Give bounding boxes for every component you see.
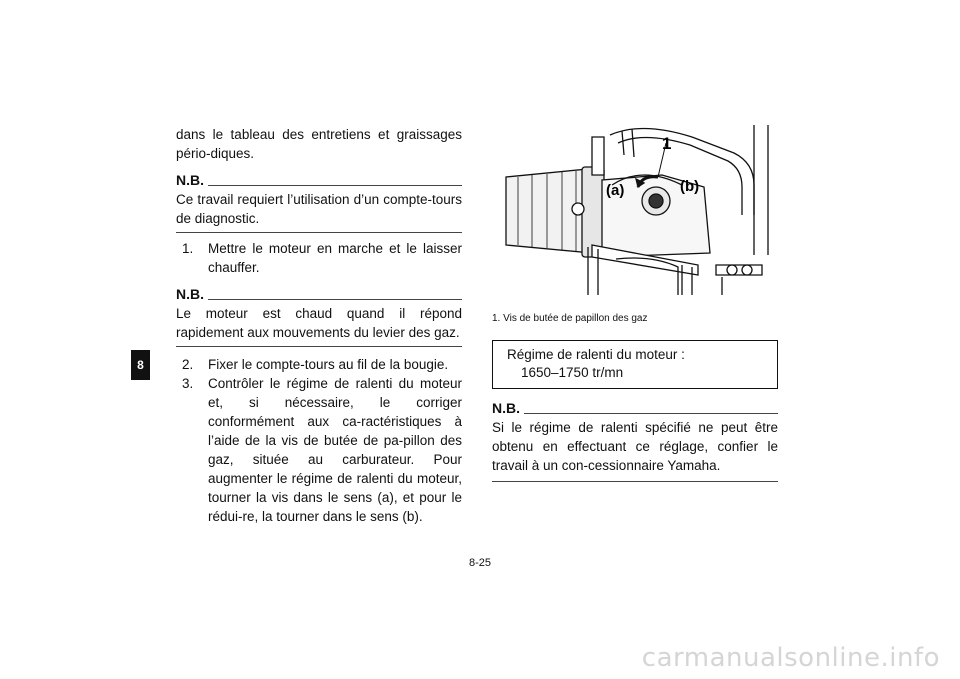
note-1-text: Ce travail requiert l’utilisation d’un compte-tours de diagnostic. (176, 190, 462, 233)
note-2-header (176, 285, 462, 304)
note-3-header (492, 399, 778, 418)
callout-number: 1 (662, 134, 672, 153)
intro-text: dans le tableau des entretiens et graissages pério-diques. (176, 127, 462, 161)
note-3-text: Si le régime de ralenti spécifié ne peut être obtenu en effectuant ce réglage, confier le travail à un con-cessionnaire Yamaha. (492, 418, 778, 482)
note-2-text: Le moteur est chaud quand il répond rapidement aux mouvements du levier des gaz. (176, 304, 462, 347)
note-1-header (176, 171, 462, 190)
note-2-rule (208, 299, 462, 300)
note-2 (176, 285, 462, 347)
steps-list-1 (176, 239, 462, 277)
note-2-label: N.B. (176, 286, 204, 302)
spec-box (492, 340, 778, 389)
left-column (176, 125, 462, 526)
note-3-label: N.B. (492, 400, 520, 416)
step-2-number: 2. (182, 357, 194, 372)
right-column (492, 125, 778, 482)
step-3-number: 3. (182, 376, 194, 391)
step-3 (176, 374, 462, 526)
section-tab (131, 350, 150, 380)
spec-label: Régime de ralenti du moteur : (507, 347, 685, 362)
label-b: (b) (680, 178, 700, 195)
note-1 (176, 171, 462, 233)
step-2 (176, 355, 462, 374)
step-1 (176, 239, 462, 277)
note-1-rule (208, 185, 462, 186)
carburetor-drawing (492, 125, 776, 295)
note-3 (492, 399, 778, 482)
page-number: 8-25 (468, 557, 492, 569)
section-tab-label: 8 (137, 358, 144, 372)
watermark: carmanualsonline.info (641, 643, 940, 673)
step-3-text: Contrôler le régime de ralenti du moteur et, si nécessaire, le corriger conformément aux ca-ractéristiques à l’aide de la vis de butée de pa-pillon des gaz, située au carburateur. Pour augmenter le régime de ralenti du moteur, tourner la vis dans le sens (a), et pour le rédui-re, la tourner dans le sens (b). (208, 376, 462, 524)
note-1-label: N.B. (176, 172, 204, 188)
figure-caption: 1. Vis de butée de papillon des gaz (492, 313, 648, 324)
carburetor-illustration (492, 125, 776, 295)
label-a: (a) (606, 182, 625, 199)
step-1-text: Mettre le moteur en marche et le laisser chauffer. (208, 241, 462, 275)
step-1-number: 1. (182, 241, 194, 256)
note-3-rule (524, 413, 778, 414)
step-2-text: Fixer le compte-tours au fil de la bougie. (208, 357, 449, 372)
steps-list-2 (176, 355, 462, 526)
spec-value: 1650–1750 tr/mn (521, 365, 624, 380)
